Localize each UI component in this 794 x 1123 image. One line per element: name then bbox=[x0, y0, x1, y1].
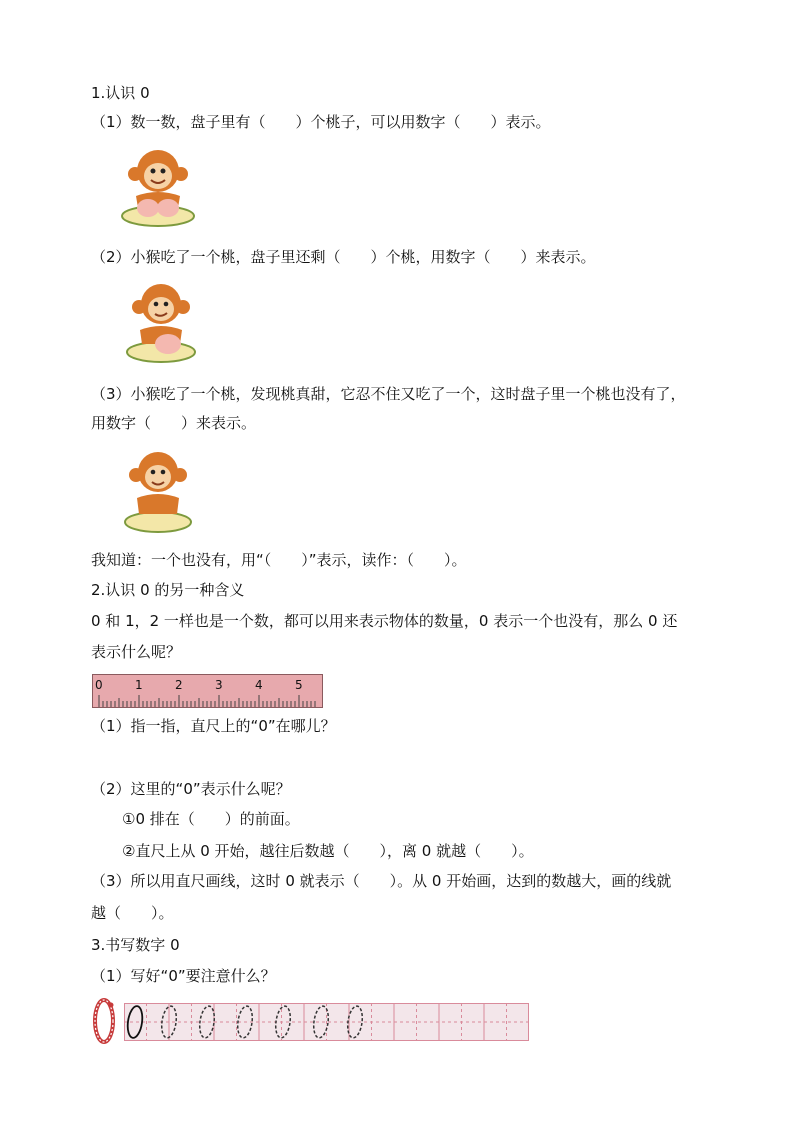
ruler-label-5: 5 bbox=[295, 678, 303, 692]
question-1-3-line-2: 用数字（ ）来表示。 bbox=[91, 414, 257, 432]
ruler-label-3: 3 bbox=[215, 678, 223, 692]
question-1-3-line-1: （3）小猴吃了一个桃，发现桃真甜，它忍不住又吃了一个，这时盘子里一个桃也没有了， bbox=[91, 385, 686, 403]
question-1-2: （2）小猴吃了一个桃，盘子里还剩（ ）个桃，用数字（ ）来表示。 bbox=[91, 248, 596, 266]
ruler-label-4: 4 bbox=[255, 678, 263, 692]
question-2-2-a: ①0 排在（ ）的前面。 bbox=[122, 810, 300, 828]
question-2-2-b: ②直尺上从 0 开始，越往后数越（ ），离 0 就越（ ）。 bbox=[122, 842, 534, 860]
section-2-intro-line-2: 表示什么呢？ bbox=[91, 643, 182, 661]
zero-stroke-order-icon bbox=[92, 996, 118, 1046]
ruler-label-2: 2 bbox=[175, 678, 183, 692]
zero-practice-grid bbox=[124, 1003, 529, 1041]
section-3-title: 3.书写数字 0 bbox=[91, 936, 180, 954]
section-1-title: 1.认识 0 bbox=[91, 84, 150, 102]
monkey-empty-plate-image bbox=[122, 448, 194, 534]
i-know-statement: 我知道：一个也没有，用“（ ）”表示，读作：（ ）。 bbox=[91, 551, 467, 569]
section-2-intro-line-1: 0 和 1，2 一样也是一个数，都可以用来表示物体的数量，0 表示一个也没有，那么 0 还 bbox=[91, 612, 678, 630]
question-3-1: （1）写好“0”要注意什么？ bbox=[91, 967, 276, 985]
section-2-title: 2.认识 0 的另一种含义 bbox=[91, 581, 245, 599]
question-1-1: （1）数一数，盘子里有（ ）个桃子，可以用数字（ ）表示。 bbox=[91, 113, 551, 131]
question-2-3-line-2: 越（ ）。 bbox=[91, 904, 174, 922]
monkey-two-peaches-image bbox=[118, 146, 198, 228]
question-2-2: （2）这里的“0”表示什么呢？ bbox=[91, 780, 291, 798]
ruler-label-1: 1 bbox=[135, 678, 143, 692]
question-2-1: （1）指一指，直尺上的“0”在哪儿？ bbox=[91, 717, 336, 735]
question-2-3-line-1: （3）所以用直尺画线，这时 0 就表示（ ）。从 0 开始画，达到的数越大，画的线就 bbox=[91, 872, 672, 890]
monkey-one-peach-image bbox=[124, 280, 199, 364]
ruler bbox=[92, 674, 323, 708]
ruler-ticks bbox=[93, 675, 322, 707]
ruler-label-0: 0 bbox=[95, 678, 103, 692]
